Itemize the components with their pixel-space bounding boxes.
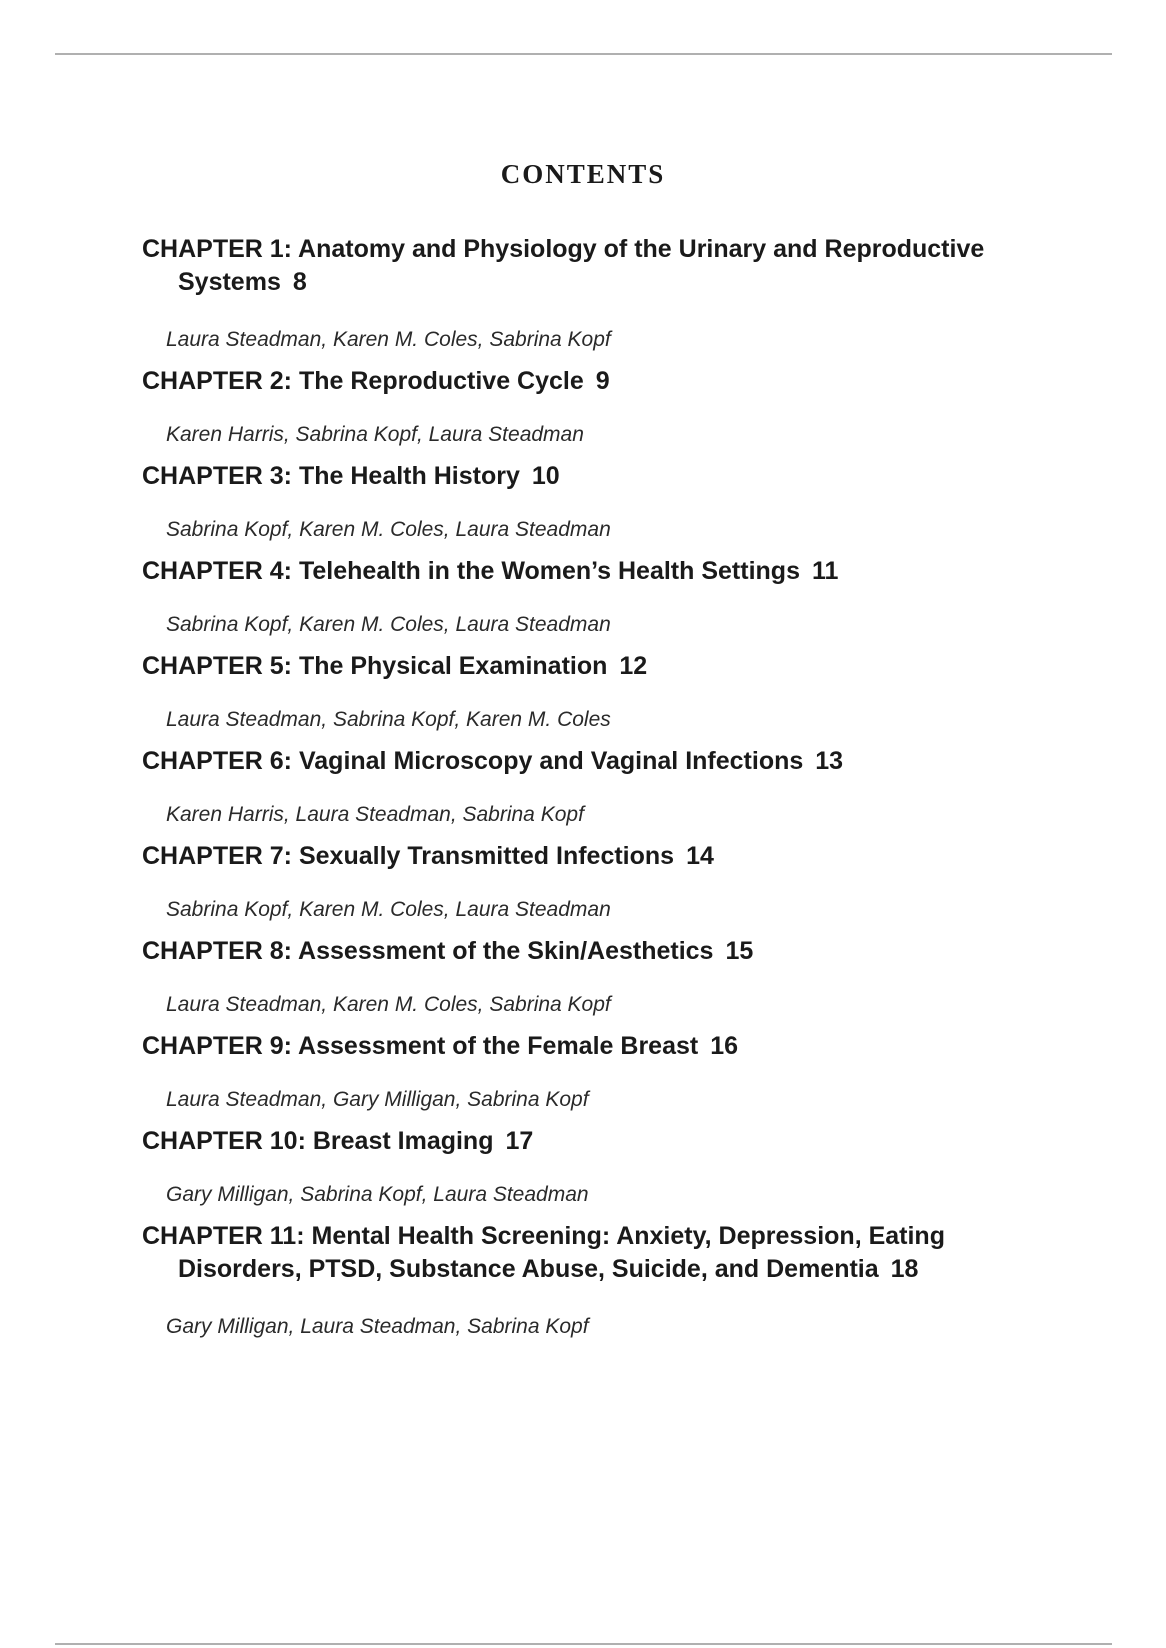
- toc-entry: [142, 650, 1062, 733]
- table-of-contents: [142, 233, 1062, 1352]
- chapter-label: CHAPTER 10:: [142, 1127, 306, 1155]
- chapter-authors: Laura Steadman, Karen M. Coles, Sabrina Kopf: [166, 328, 611, 351]
- chapter-heading[interactable]: [142, 745, 1062, 778]
- chapter-title: Assessment of the Skin/Aesthetics: [298, 937, 714, 965]
- toc-entry: [142, 935, 1062, 1018]
- page-number: 10: [531, 462, 560, 490]
- toc-entry: [142, 1220, 1062, 1340]
- chapter-title: Breast Imaging: [312, 1127, 494, 1155]
- chapter-label: CHAPTER 7:: [142, 842, 293, 870]
- toc-entry: [142, 745, 1062, 828]
- toc-entry: [142, 840, 1062, 923]
- chapter-title: The Physical Examination: [298, 652, 608, 680]
- chapter-heading[interactable]: [142, 1030, 1062, 1063]
- page-number: 16: [710, 1032, 739, 1060]
- page-number: 14: [686, 842, 714, 870]
- chapter-heading[interactable]: [142, 650, 1062, 683]
- chapter-heading[interactable]: [142, 840, 1062, 873]
- toc-entry: [142, 555, 1062, 638]
- chapter-title: Telehealth in the Women’s Health Settings: [298, 557, 800, 585]
- chapter-title: Vaginal Microscopy and Vaginal Infections: [298, 747, 804, 775]
- page-title: CONTENTS: [500, 159, 666, 190]
- chapter-heading[interactable]: [142, 555, 1062, 588]
- chapter-label: CHAPTER 3:: [142, 462, 293, 490]
- page-number: 8: [292, 268, 307, 296]
- chapter-label: CHAPTER 9:: [142, 1032, 293, 1060]
- chapter-heading[interactable]: [142, 1125, 1062, 1158]
- chapter-authors: Gary Milligan, Laura Steadman, Sabrina Kopf: [166, 1315, 589, 1338]
- toc-entry: [142, 365, 1062, 448]
- chapter-authors: Sabrina Kopf, Karen M. Coles, Laura Steadman: [166, 518, 611, 541]
- chapter-authors: Karen Harris, Laura Steadman, Sabrina Kopf: [166, 803, 584, 826]
- page-number: 15: [725, 937, 754, 965]
- chapter-heading[interactable]: [142, 233, 1062, 299]
- toc-entry: [142, 1030, 1062, 1113]
- toc-entry: [142, 233, 1062, 353]
- chapter-heading[interactable]: [142, 1220, 1062, 1286]
- chapter-title: Sexually Transmitted Infections: [298, 842, 675, 870]
- chapter-label: CHAPTER 2:: [142, 367, 293, 395]
- chapter-title: Mental Health Screening: Anxiety, Depression, Eating Disorders, PTSD, Substance Abuse, Suicide, and Dementia: [178, 1222, 945, 1283]
- page-number: 9: [595, 367, 610, 395]
- chapter-authors: Laura Steadman, Gary Milligan, Sabrina Kopf: [166, 1088, 589, 1111]
- chapter-authors: Sabrina Kopf, Karen M. Coles, Laura Steadman: [166, 613, 611, 636]
- page-number: 18: [890, 1255, 919, 1283]
- chapter-label: CHAPTER 4:: [142, 557, 293, 585]
- toc-entry: [142, 1125, 1062, 1208]
- chapter-authors: Sabrina Kopf, Karen M. Coles, Laura Steadman: [166, 898, 611, 921]
- page-number: 11: [811, 557, 839, 585]
- page-number: 17: [505, 1127, 534, 1155]
- chapter-authors: Laura Steadman, Karen M. Coles, Sabrina Kopf: [166, 993, 611, 1016]
- chapter-title: Assessment of the Female Breast: [298, 1032, 699, 1060]
- page-number: 12: [619, 652, 648, 680]
- chapter-label: CHAPTER 8:: [142, 937, 293, 965]
- chapter-title: The Health History: [298, 462, 520, 490]
- chapter-label: CHAPTER 5:: [142, 652, 293, 680]
- chapter-heading[interactable]: [142, 460, 1062, 493]
- chapter-authors: Gary Milligan, Sabrina Kopf, Laura Steadman: [166, 1183, 589, 1206]
- page-number: 13: [815, 747, 844, 775]
- chapter-label: CHAPTER 11:: [142, 1222, 305, 1250]
- toc-entry: [142, 460, 1062, 543]
- chapter-heading[interactable]: [142, 365, 1062, 398]
- chapter-authors: Laura Steadman, Sabrina Kopf, Karen M. Coles: [166, 708, 611, 731]
- chapter-title: The Reproductive Cycle: [298, 367, 584, 395]
- chapter-authors: Karen Harris, Sabrina Kopf, Laura Steadman: [166, 423, 584, 446]
- bottom-rule: [55, 1643, 1112, 1645]
- chapter-label: CHAPTER 6:: [142, 747, 293, 775]
- top-rule: [55, 53, 1112, 55]
- chapter-title: Anatomy and Physiology of the Urinary and Reproductive Systems: [178, 235, 985, 296]
- chapter-heading[interactable]: [142, 935, 1062, 968]
- chapter-label: CHAPTER 1:: [142, 235, 293, 263]
